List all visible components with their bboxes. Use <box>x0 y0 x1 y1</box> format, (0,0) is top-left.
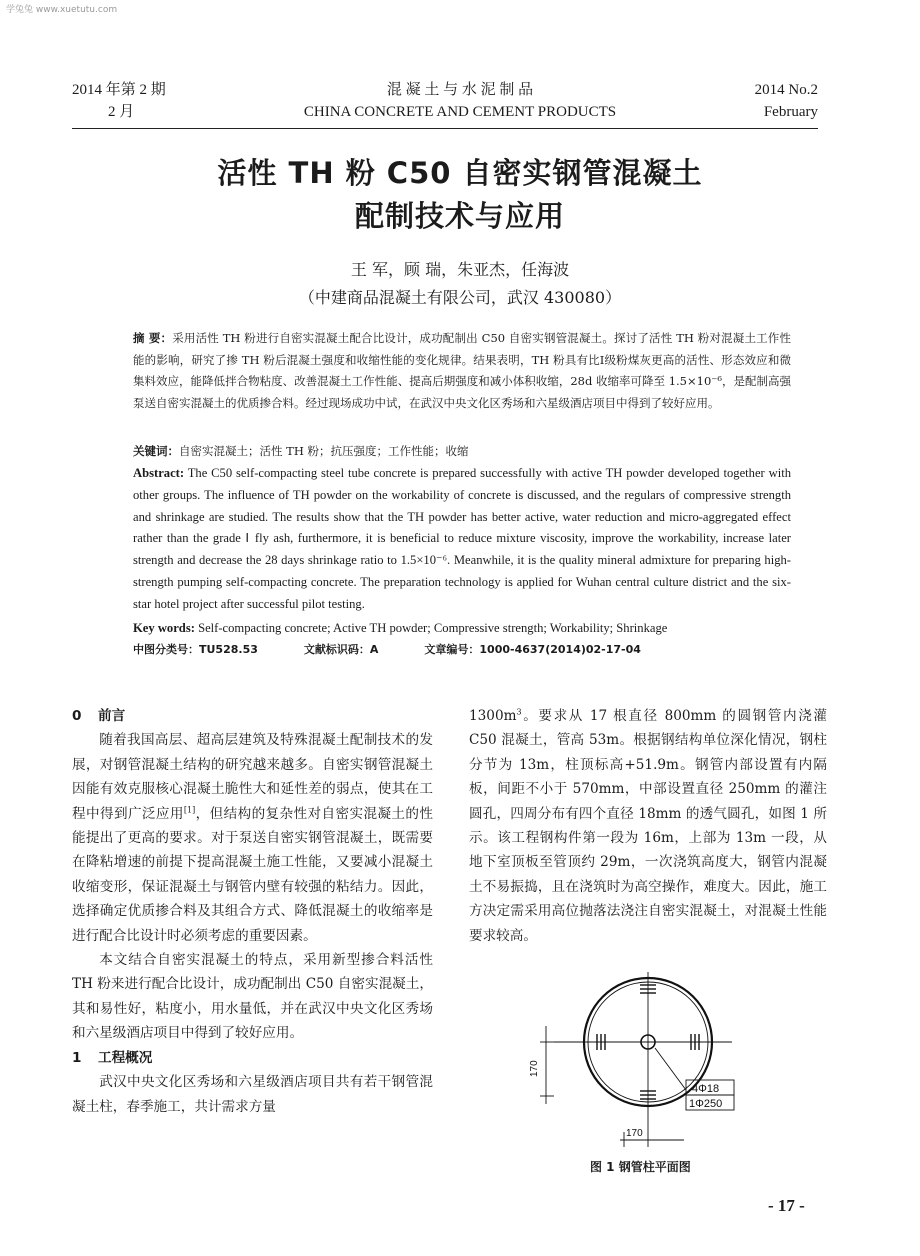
keywords-en-label: Key words: <box>133 621 195 635</box>
section-heading-intro <box>72 704 433 728</box>
paragraph <box>469 704 827 948</box>
affiliation: （中建商品混凝土有限公司，武汉 430080） <box>298 288 622 307</box>
article-title-line2: 配制技术与应用 <box>354 199 565 233</box>
journal-name-cn: 混 凝 土 与 水 泥 制 品 <box>386 82 534 98</box>
section-title: 前言 <box>98 708 126 724</box>
section-title: 工程概况 <box>98 1049 153 1066</box>
figure-steel-column-plan <box>520 972 760 1152</box>
paragraph: 武汉中央文化区秀场和六星级酒店项目共有若干钢管混凝土柱，春季施工，共计需求方量 <box>72 1074 433 1115</box>
journal-name-en: CHINA CONCRETE AND CEMENT PRODUCTS <box>303 104 617 120</box>
paragraph-text: ，但结构的复杂性对自密实混凝土的性能提出了更高的要求。对于泵送自密实钢管混凝土，既需要在降粘增速的前提下提高混凝土施工性能，又要减小混凝土收缩变形，保证混凝土与钢管内壁有较强的粘结力。因此，选择确定优质掺合料及其组合方式、降低混凝土的收缩率是进行配合比设计时必须考虑的重要因素。 <box>72 805 433 944</box>
document-code: 文献标识码：A <box>303 643 379 656</box>
abstract-cn-text: 采用活性 TH 粉进行自密实混凝土配合比设计，成功配制出 C50 自密实钢管混凝土。探讨了活性 TH 粉对混凝土工作性能的影响，研究了掺 TH 粉后混凝土强度和收缩性能的变化规律。结果表明，TH 粉具有比Ⅰ级粉煤灰更高的活性、形态效应和微集料效应，能降低拌合物粘度、改善混凝土工作性能、提高后期强度和减小体积收缩，28d 收缩率可降至 1.5×10⁻⁶，是配制高强泵送自密实混凝土的优质掺合料。经过现场成功中试，在武汉中央文化区秀场和六星级酒店项目中得到了较好应用。 <box>133 331 791 411</box>
label-vent-holes: 4Φ18 <box>692 1083 720 1095</box>
paragraph: 本文结合自密实混凝土的特点，采用新型掺合料活性 TH 粉来进行配合比设计，成功配制出 C50 自密实混凝土，其和易性好，粘度小，用水量低，并在武汉中央文化区秀场和六星级酒店项目中得到了较好应用。 <box>72 952 433 1042</box>
citation: [1] <box>183 805 196 815</box>
body-left-column <box>72 704 433 1119</box>
clc-number: 中图分类号：TU528.53 <box>133 643 258 656</box>
keywords-en-text: Self-compacting concrete; Active TH powder; Compressive strength; Workability; Shrinkage <box>194 621 668 635</box>
label-pouring-hole: 1Φ250 <box>689 1098 723 1110</box>
watermark: 学兔兔 www.xuetutu.com <box>6 5 118 15</box>
header-rule <box>72 128 818 129</box>
issue-number: 2014 No.2 <box>754 82 818 98</box>
issue-month-en: February <box>763 104 818 120</box>
issue-month: 2 月 <box>108 104 135 120</box>
superscript: 3 <box>516 707 522 717</box>
abstract-en-label: Abstract: <box>133 466 185 480</box>
leader-line <box>655 1048 686 1090</box>
paragraph-text: 1300m <box>469 708 517 724</box>
abstract-cn-label: 摘 要： <box>133 331 173 345</box>
authors: 王 军，顾 瑞，朱亚杰，任海波 <box>350 260 570 279</box>
classification-line <box>133 640 791 660</box>
section-number: 0 <box>72 708 82 724</box>
section-heading-overview <box>72 1046 433 1070</box>
issue-year: 2014 年第 2 期 <box>72 82 166 98</box>
section-number: 1 <box>72 1049 82 1066</box>
abstract-cn <box>133 328 791 415</box>
paragraph-text: 。要求从 17 根直径 800mm 的圆钢管内浇灌 C50 混凝土，管高 53m。根据钢结构单位深化情况，钢柱分节为 13m，柱顶标高+51.9m。钢管内部设置有内隔板，间距不小于 570mm，中部设置直径 250mm 的灌注圆孔，四周分布有四个直径 18mm 的透气圆孔，如图 1 所示。该工程钢构件第一段为 16m，上部为 13m 一段，从地下室顶板至管顶约 29m，一次浇筑高度大，钢管内混凝土不易振捣，且在浇筑时为高空操作，难度大。因此，施工方决定需采用高位抛落法浇注自密实混凝土，对混凝土性能要求较高。 <box>469 708 827 944</box>
figure-caption: 图 1 钢管柱平面图 <box>590 1160 691 1174</box>
abstract-en <box>133 463 791 616</box>
article-number: 文章编号：1000-4637(2014)02-17-04 <box>424 643 641 656</box>
dimension-label-horizontal: 170 <box>626 1128 643 1139</box>
body-right-column <box>469 704 827 948</box>
paragraph <box>72 728 433 948</box>
article-title-line1: 活性 TH 粉 C50 自密实钢管混凝土 <box>217 156 703 190</box>
keywords-cn-label: 关键词： <box>133 444 179 458</box>
dimension-label-vertical: 170 <box>529 1060 540 1077</box>
abstract-en-text: The C50 self-compacting steel tube concrete is prepared successfully with active TH powder developed together with other groups. The influence of TH powder on the workability of concrete is discussed, and the regulars of compressive strength and shrinkage are studied. The results show that the TH powder has better active, water reduction and micro-aggregated effect rather than the grade Ⅰ fly ash, furthermore, it is beneficial to reduce mixture viscosity, improve the workability, increase later strength and decrease the 28 days shrinkage ratio to 1.5×10⁻⁶. Meanwhile, it is the quality mineral admixture for preparing high-strength pumping self-compacting concrete. The preparation technology is applied for Wuhan central culture district and the six-star hotel project after successful pilot testing. <box>133 466 791 611</box>
page-number: - 17 - <box>768 1196 805 1215</box>
paragraph-text: 随着我国高层、超高层建筑及特殊混凝土配制技术的发展，对钢管混凝土结构的研究越来越多。自密实钢管混凝土因能有效克服核心混凝土脆性大和延性差的弱点，使其在工程中得到广泛应用 <box>72 732 433 822</box>
keywords-cn-text: 自密实混凝土；活性 TH 粉；抗压强度；工作性能；收缩 <box>179 444 469 458</box>
keywords-en <box>133 618 791 640</box>
keywords-cn <box>133 441 791 463</box>
